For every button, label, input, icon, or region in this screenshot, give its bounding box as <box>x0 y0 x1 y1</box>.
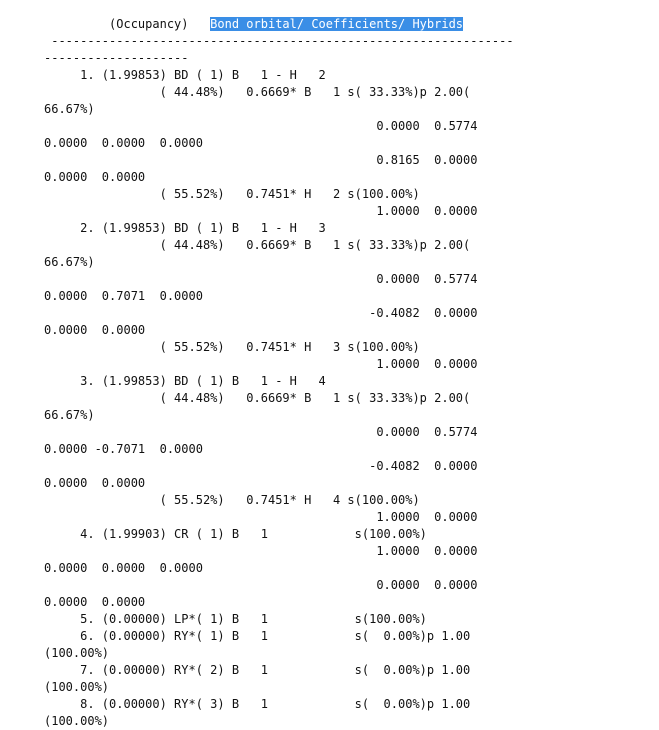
output-line: ( 55.52%) 0.7451* H 4 s(100.00%) <box>44 493 420 507</box>
output-line: ( 55.52%) 0.7451* H 2 s(100.00%) <box>44 187 420 201</box>
output-line: 2. (1.99853) BD ( 1) B 1 - H 3 <box>44 221 326 235</box>
output-line: 1.0000 0.0000 <box>44 510 478 524</box>
output-line: 0.0000 0.7071 0.0000 <box>44 289 203 303</box>
output-line: 0.0000 -0.7071 0.0000 <box>44 442 203 456</box>
output-line: 1. (1.99853) BD ( 1) B 1 - H 2 <box>44 68 326 82</box>
output-line: 66.67%) <box>44 255 95 269</box>
output-line: -------------------- <box>44 51 189 65</box>
nbo-output-text <box>44 16 514 730</box>
output-line: 0.0000 0.0000 <box>44 476 146 490</box>
output-line: (100.00%) <box>44 646 110 660</box>
output-line: 66.67%) <box>44 102 95 116</box>
output-line: 0.0000 0.5774 <box>44 272 478 286</box>
output-line: 1.0000 0.0000 <box>44 544 478 558</box>
output-line: ( 44.48%) 0.6669* B 1 s( 33.33%)p 2.00( <box>44 238 471 252</box>
output-line: 0.8165 0.0000 <box>44 153 478 167</box>
output-line: 66.67%) <box>44 408 95 422</box>
output-line: 0.0000 0.0000 <box>44 578 478 592</box>
output-line: 8. (0.00000) RY*( 3) B 1 s( 0.00%)p 1.00 <box>44 697 471 711</box>
selected-text-highlight[interactable]: Bond orbital/ Coefficients/ Hybrids <box>210 17 464 31</box>
output-line: 1.0000 0.0000 <box>44 357 478 371</box>
output-line: 3. (1.99853) BD ( 1) B 1 - H 4 <box>44 374 326 388</box>
output-line: 6. (0.00000) RY*( 1) B 1 s( 0.00%)p 1.00 <box>44 629 471 643</box>
header-line <box>44 16 514 33</box>
output-line: 0.0000 0.0000 <box>44 595 146 609</box>
output-line: 5. (0.00000) LP*( 1) B 1 s(100.00%) <box>44 612 427 626</box>
output-line: (100.00%) <box>44 714 110 728</box>
output-line: 4. (1.99903) CR ( 1) B 1 s(100.00%) <box>44 527 427 541</box>
output-line: ( 55.52%) 0.7451* H 3 s(100.00%) <box>44 340 420 354</box>
output-line: 1.0000 0.0000 <box>44 204 478 218</box>
output-line: 0.0000 0.0000 <box>44 323 146 337</box>
output-line: ( 44.48%) 0.6669* B 1 s( 33.33%)p 2.00( <box>44 391 471 405</box>
output-line: 0.0000 0.5774 <box>44 425 478 439</box>
output-line: 0.0000 0.0000 <box>44 170 146 184</box>
output-line: 7. (0.00000) RY*( 2) B 1 s( 0.00%)p 1.00 <box>44 663 471 677</box>
output-line: 0.0000 0.0000 0.0000 <box>44 136 203 150</box>
output-line: ( 44.48%) 0.6669* B 1 s( 33.33%)p 2.00( <box>44 85 471 99</box>
output-line: -0.4082 0.0000 <box>44 459 478 473</box>
output-line: -0.4082 0.0000 <box>44 306 478 320</box>
output-line: ---------------------------------------------------------------- <box>44 34 514 48</box>
output-line: 0.0000 0.5774 <box>44 119 478 133</box>
output-lines <box>44 33 514 730</box>
header-occupancy-label: (Occupancy) <box>44 17 211 31</box>
output-line: 0.0000 0.0000 0.0000 <box>44 561 203 575</box>
output-line: (100.00%) <box>44 680 110 694</box>
